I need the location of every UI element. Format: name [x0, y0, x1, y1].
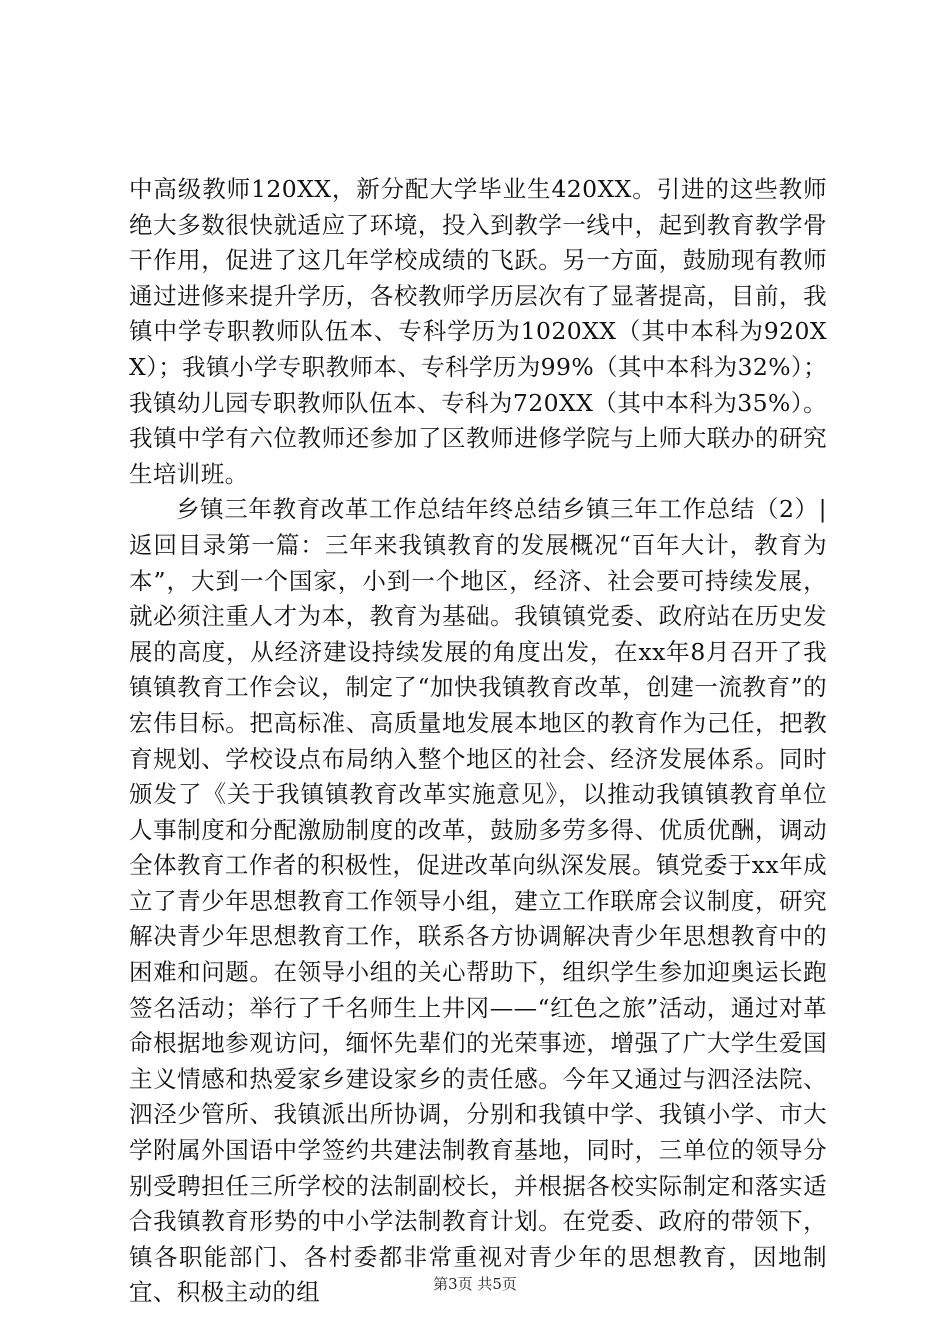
paragraph-summary: 乡镇三年教育改革工作总结年终总结乡镇三年工作总结（2）|返回目录第一篇：三年来我镇教育的发展概况“百年大计，教育为本”，大到一个国家，小到一个地区，经济、社会要可持续发展，就必须注重人才为本，教育为基础。我镇镇党委、政府站在历史发展的高度，从经济建设持续发展的角度出发，在xx年8月召开了我镇镇教育工作会议，制定了“加快我镇教育改革，创建一流教育”的宏伟目标。把高标准、高质量地发展本地区的教育作为己任，把教育规划、学校设点布局纳入整个地区的社会、经济发展体系。同时颁发了《关于我镇镇教育改革实施意见》，以推动我镇镇教育单位人事制度和分配激励制度的改革，鼓励多劳多得、优质优酬，调动全体教育工作者的积极性，促进改革向纵深发展。镇党委于xx年成立了青少年思想教育工作领导小组，建立工作联席会议制度，研究解决青少年思想教育工作，联系各方协调解决青少年思想教育中的困难和问题。在领导小组的关心帮助下，组织学生参加迎奥运长跑签名活动；举行了千名师生上井冈——“红色之旅”活动，通过对革命根据地参观访问，缅怀先辈们的光荣事迹，增强了广大学生爱国主义情感和热爱家乡建设家乡的责任感。今年又通过与泗泾法院、泗泾少管所、我镇派出所协调，分别和我镇中学、我镇小学、市大学附属外国语中学签约共建法制教育基地，同时，三单位的领导分别受聘担任三所学校的法制副校长，并根据各校实际制定和落实适合我镇教育形势的中小学法制教育计划。在党委、政府的带领下，镇各职能部门、各村委都非常重视对青少年的思想教育，因地制宜、积极主动的组 [129, 495, 827, 1307]
paragraph-continued: 中高级教师120XX，新分配大学毕业生420XX。引进的这些教师绝大多数很快就适应了环境，投入到教学一线中，起到教育教学骨干作用，促进了这几年学校成绩的飞跃。另一方面，鼓励现有教师通过进修来提升学历，各校教师学历层次有了显著提高，目前，我镇中学专职教师队伍本、专科学历为1020XX（其中本科为920XX）；我镇小学专职教师本、专科学历为99%（其中本科为32%）；我镇幼儿园专职教师队伍本、专科为720XX（其中本科为35%）。我镇中学有六位教师还参加了区教师进修学院与上师大联办的研究生培训班。 [129, 175, 827, 488]
page-number-footer: 第3页 共5页 [433, 1275, 517, 1293]
body-text [129, 172, 827, 1311]
